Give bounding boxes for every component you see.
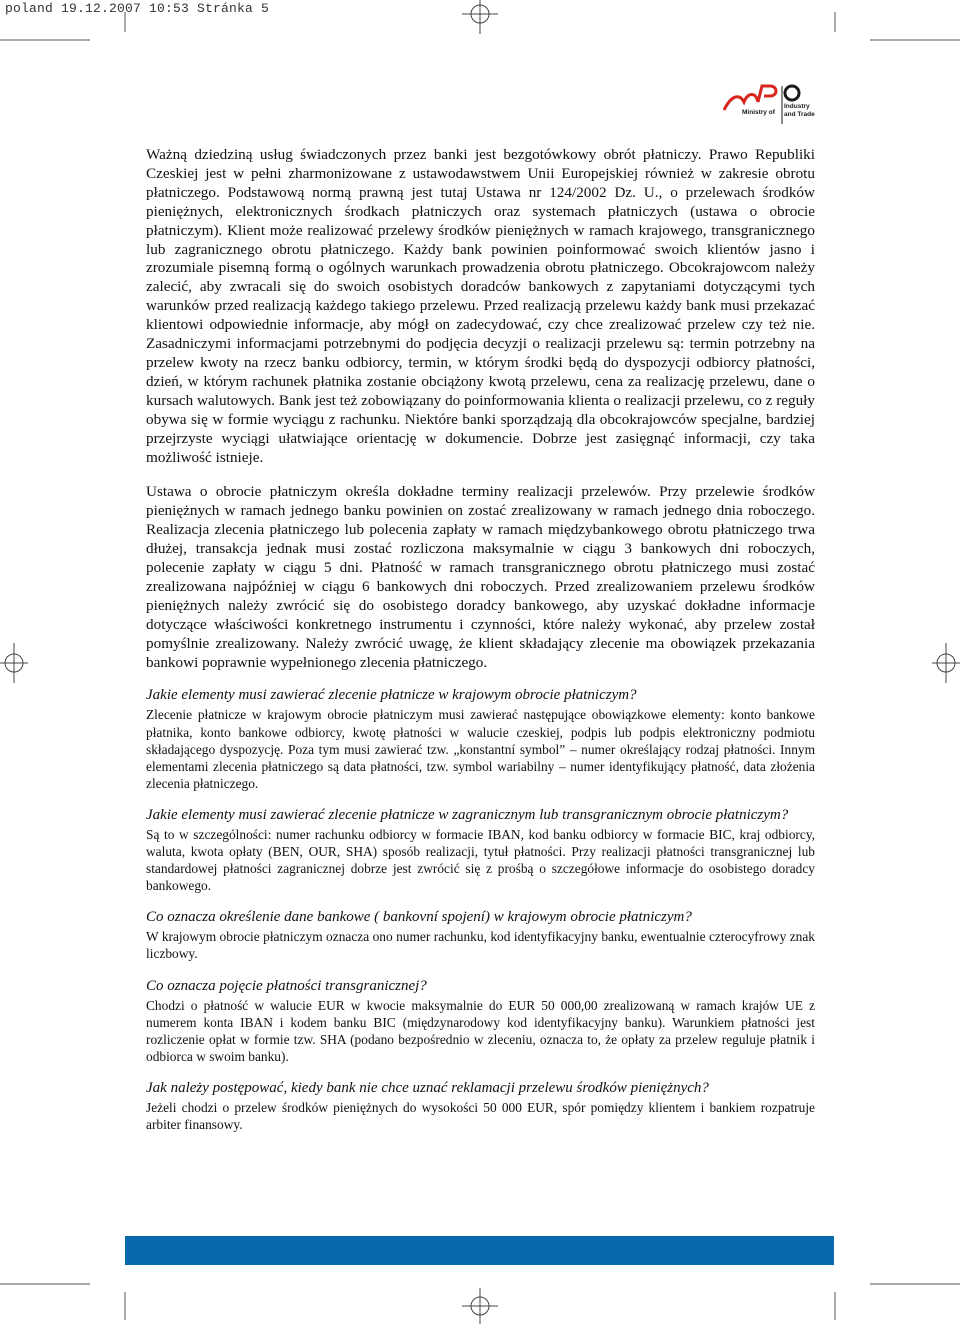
qa-item-2 [146, 807, 815, 894]
question-3: Co oznacza określenie dane bankowe ( bankovní spojení) w krajowym obrocie płatniczym? [146, 909, 692, 926]
answer-1: Zlecenie płatnicze w krajowym obrocie płatniczym musi zawierać następujące obowiązkowe elementy: konto bankowe płatnika, konto bankowe odbiorcy, kwotę płatności w walucie czeskiej, podpis lub podpis elektroniczny podmiotu składającego dyspozycję. Poza tym musi zawierać tzw. „konstantní symbol” – numer określający rodzaj płatności. Innym elementami zlecenia płatniczego są data płatności, tzw. symbol wariabilny – numer identyfikujący płatność, data złożenia zlecenia płatniczego. [146, 707, 815, 791]
question-1: Jakie elementy musi zawierać zlecenie płatnicze w krajowym obrocie płatniczym? [146, 687, 637, 704]
question-2: Jakie elementy musi zawierać zlecenie płatnicze w zagranicznym lub transgranicznym obrocie płatniczym? [146, 806, 789, 823]
answer-5: Jeżeli chodzi o przelew środków pieniężnych do wysokości 50 000 EUR, spór pomiędzy klientem i bankiem rozpatruje arbiter finansowy. [146, 1099, 815, 1132]
footer-color-bar [125, 1236, 834, 1265]
logo-line3: and Trade [784, 111, 815, 118]
crop-mark-bottom-right-icon [830, 1282, 960, 1324]
crop-mark-bottom-left-icon [0, 1282, 130, 1324]
registration-mark-right-icon [930, 628, 960, 698]
ministry-of-industry-and-trade-logo [722, 84, 818, 128]
qa-item-5 [146, 1080, 815, 1133]
qa-item-3 [146, 909, 815, 962]
logo-line2: Industry [784, 103, 810, 110]
logo-line1: Ministry of [742, 109, 775, 116]
registration-mark-left-icon [0, 628, 30, 698]
answer-4: Chodzi o płatność w walucie EUR w kwocie maksymalnie do EUR 50 000,00 zrealizowaną w ramach krajów UE z numerem konta IBAN i kodem banku BIC (międzynarodowy kod identyfikacyjny banku). Warunkiem płatności jest rozliczenie opłat w formie tzw. SHA (podano bezpośrednio w zleceniu, oznacza to, że opłaty za przelew reguluje płatnik i odbiorca w swoim banku). [146, 997, 815, 1064]
registration-mark-top-icon [440, 0, 520, 36]
qa-item-4 [146, 978, 815, 1065]
main-content [146, 146, 815, 1133]
registration-mark-bottom-icon [440, 1286, 520, 1324]
answer-2: Są to w szczególności: numer rachunku odbiorcy w formacie IBAN, kod banku odbiorcy w formacie BIC, kraj odbiorcy, waluta, kwota opłaty (BEN, OUR, SHA) sposób realizacji, tytuł płatności. Przy realizacji płatności transgranicznej lub standardowej płatności zagranicznej dobrze jest zwrócić się z prośbą o szczegółowe informacje do osobistego doradcy bankowego. [146, 826, 815, 894]
answer-3: W krajowym obrocie płatniczym oznacza ono numer rachunku, kod identyfikacyjny banku, ewentualnie czterocyfrowy znak liczbowy. [146, 929, 815, 962]
question-5: Jak należy postępować, kiedy bank nie chce uznać reklamacji przelewu środków pieniężnych? [146, 1079, 709, 1096]
qa-item-1 [146, 687, 815, 791]
body-paragraph-1: Ważną dziedziną usług świadczonych przez banki jest bezgotówkowy obrót płatniczy. Prawo Republiki Czeskiej jest w pełni zharmonizowane z ustawodawstwem Unii Europejskiej również w zakresie obrotu płatniczego. Podstawową normą prawną jest tutaj Ustawa nr 124/2002 Dz. U., o przelewach środków pieniężnych, elektronicznych środkach płatniczych oraz systemach płatniczych (ustawa o obrocie płatniczym). Klient może realizować przelewy środków pieniężnych w ramach krajowego, transgranicznego lub zagranicznego obrotu płatniczego. Każdy bank powinien poinformować swoich klientów jasno i zrozumiale pisemną formą o ogólnych warunkach prowadzenia obrotu płatniczego. Obcokrajowcom należy zalecić, aby zwracali się do swoich osobistych doradców bankowych z zapytaniami dotyczącymi tych warunków przed realizacją każdego takiego przelewu. Przed realizacją przelewu każdy bank musi przekazać klientowi odpowiednie informacje, aby mógł on zadecydować, czy chce zrealizować przelew czy też nie. Zasadniczymi informacjami potrzebnymi do podjęcia decyzji o realizacji przelewu są: termin potrzebny na przelew kwoty na rzecz banku odbiorcy, termin, w którym środki będą do dyspozycji odbiorcy płatności, dzień, w którym rachunek płatnika zostanie obciążony kwotą przelewu, cena za realizację przelewu, dane o kursach walutowych. Bank jest też zobowiązany do poinformowania klienta o realizacji przelewu, co z reguły obywa się w formie wyciągu z rachunku. Niektóre banki sporządzają dla obcokrajowców specjalne, bardziej przejrzyste wyciągi ułatwiające orientację w dokumencie. Dobrze jest zasięgnąć informacji, czy taka możliwość istnieje. [146, 146, 815, 466]
body-paragraph-2: Ustawa o obrocie płatniczym określa dokładne terminy realizacji przelewów. Przy przelewie środków pieniężnych w ramach jednego banku powinien on zostać zrealizowany w ramach jednego dnia roboczego. Realizacja zlecenia płatniczego lub polecenia zapłaty w ramach międzybankowego obrotu płatniczego trwa dłużej, transakcja jednak musi zostać rozliczona maksymalnie w ciągu 3 bankowych dni roboczych, polecenie zapłaty w ciągu 5 dni. Płatność w ramach transgranicznego obrotu płatniczego musi zostać zrealizowana najpóźniej w ciągu 6 bankowych dni roboczych. Przed zrealizowaniem przelewu środków pieniężnych należy zwrócić się do osobistego doradcy bankowego, aby uzyskać dokładne informacje dotyczące właściwości konkretnego instrumentu i czynności, które należy wykonać, aby przelew został pomyślnie zrealizowany. Należy zwrócić uwagę, że klient składający zlecenie ma obowiązek przekazania bankowi poprawnie wypełnionego zlecenia płatniczego. [146, 483, 815, 671]
question-4: Co oznacza pojęcie płatności transgranicznej? [146, 977, 427, 994]
crop-mark-top-right-icon [830, 0, 960, 42]
crop-mark-top-left-icon [0, 0, 130, 42]
print-slug: poland 19.12.2007 10:53 Stránka 5 [5, 1, 270, 16]
